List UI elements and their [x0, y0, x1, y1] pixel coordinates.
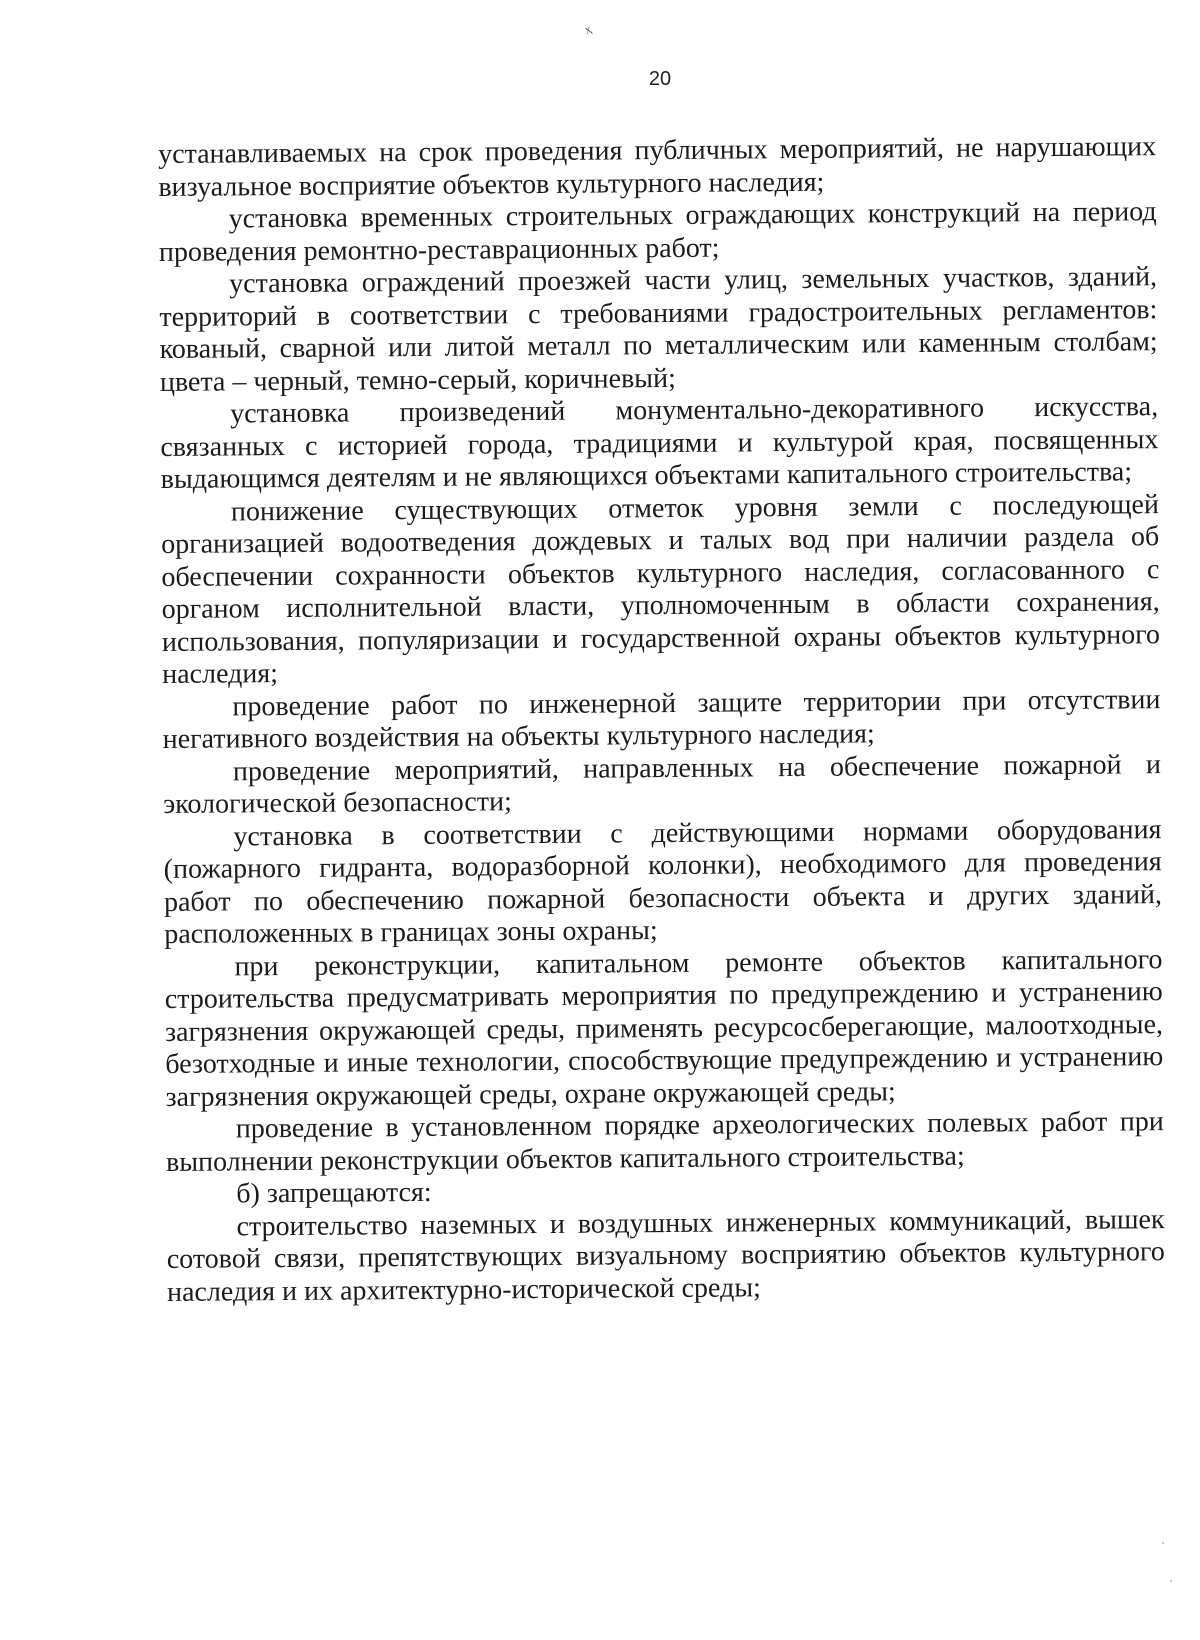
- paragraph: понижение существующих отметок уровня земли с последующей организацией водоотведения дождевых и талых вод при наличии раздела об обеспечении сохранности объектов культурного наследия, согласованного с органом исполнительной власти, уполномоченным в области сохранения, использования, популяризации и государственной охраны объектов культурного наследия;: [161, 488, 1161, 690]
- page-number: 20: [648, 68, 672, 90]
- paragraph: проведение в установленном порядке археологических полевых работ при выполнении реконструкции объектов капитального строительства;: [165, 1106, 1164, 1178]
- paragraph: установка временных строительных ограждающих конструкций на период проведения ремонтно-реставрационных работ;: [158, 196, 1157, 268]
- scan-mark: ҳ: [582, 21, 594, 37]
- scan-speck: [1170, 1580, 1172, 1582]
- paragraph: установка в соответствии с действующими нормами оборудования (пожарного гидранта, водоразборной колонки), необходимого для проведения работ по обеспечению пожарной безопасности объекта и других зданий, расположенных в границах зоны охраны;: [163, 813, 1163, 950]
- paragraph: при реконструкции, капитальном ремонте объектов капитального строительства предусматривать мероприятия по предупреждению и устранению загрязнения окружающей среды, применять ресурсосберегающие, малоотходные, безотходные и иные технологии, способствующие предупреждению и устранению загрязнения окружающей среды, охране окружающей среды;: [164, 943, 1164, 1113]
- paragraph: установка произведений монументально-декоративного искусства, связанных с историей города, традициями и культурой края, посвященных выдающимся деятелям и не являющихся объектами капитального строительства;: [160, 391, 1159, 495]
- scan-speck: [1162, 1542, 1164, 1544]
- paragraph: строительство наземных и воздушных инженерных коммуникаций, вышек сотовой связи, препятствующих визуальному восприятию объектов культурного наследия и их архитектурно-исторической среды;: [166, 1203, 1165, 1308]
- document-body: [158, 131, 1165, 1309]
- paragraph: устанавливаемых на срок проведения публичных мероприятий, не нарушающих визуальное восприятие объектов культурного наследия;: [158, 131, 1157, 203]
- paragraph: проведение работ по инженерной защите территории при отсутствии негативного воздействия на объекты культурного наследия;: [162, 683, 1161, 755]
- paragraph: установка ограждений проезжей части улиц, земельных участков, зданий, территорий в соответствии с требованиями градостроительных регламентов: кованый, сварной или литой металл по металлическим или каменным столбам; цвета – черный, темно-серый, коричневый;: [159, 261, 1158, 398]
- paragraph: проведение мероприятий, направленных на обеспечение пожарной и экологической безопасности;: [163, 748, 1162, 820]
- list-marker-paragraph: б) запрещаются:: [236, 1176, 432, 1210]
